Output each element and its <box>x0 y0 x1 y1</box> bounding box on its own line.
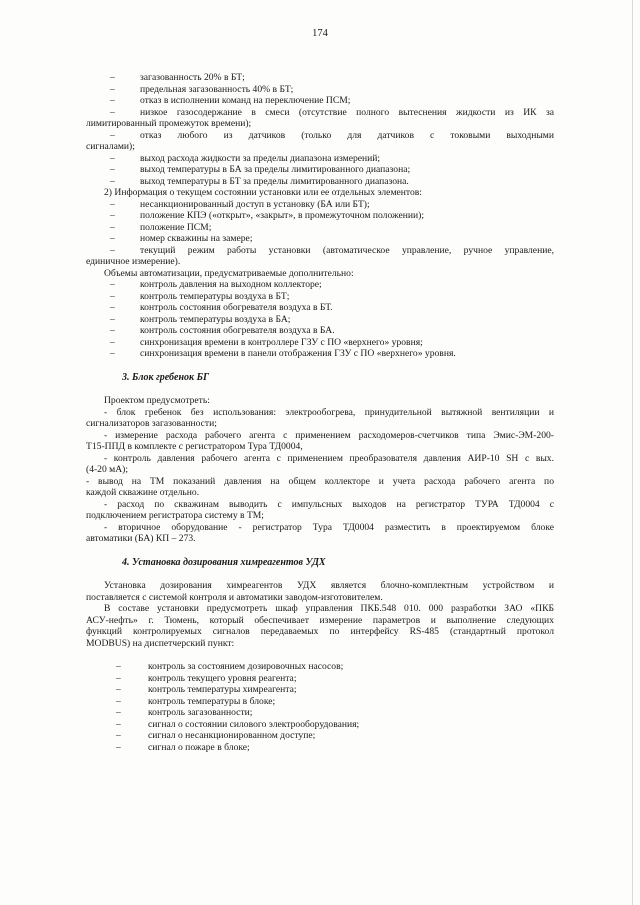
dash-bullet: – <box>116 672 121 684</box>
list-item: – низкое газосодержание в смеси (отсутствие полного вытеснения жидкости из ИК за <box>110 106 554 118</box>
list-item: – выход температуры в БА за пределы лимитированного диапазона; <box>110 164 411 175</box>
list-item: – синхронизация времени в контроллере ГЗУ с ПО «верхнего» уровня; <box>110 336 423 348</box>
dash-bullet: – <box>110 348 115 359</box>
dash-bullet: – <box>110 210 115 221</box>
section-3-paragraph: - измерение расхода рабочего агента с применением расходомеров-счетчиков типа Эмис-ЭМ-200- <box>104 429 554 441</box>
dash-bullet: – <box>110 244 115 256</box>
list-item-continuation: лимитированный промежуток времени); <box>86 118 252 129</box>
dash-bullet: – <box>116 718 121 730</box>
extra-heading: Объемы автоматизации, предусматриваемые дополнительно: <box>104 267 354 279</box>
section-3-paragraph-continuation: каждой скважине отдельно. <box>86 487 200 498</box>
dash-bullet: – <box>110 129 115 141</box>
dash-bullet: – <box>110 325 115 336</box>
dash-bullet: – <box>110 198 115 210</box>
list-item: – отказ в исполнении команд на переключение ПСМ; <box>110 95 351 106</box>
list-item: – отказ любого из датчиков (только для датчиков с токовыми выходными <box>110 129 554 141</box>
section-3-paragraph: - вторичное оборудование - регистратор Тура ТД0004 разместить в проектируемом блоке <box>104 521 554 533</box>
list-item-continuation: единичное измерение). <box>86 256 181 267</box>
section-3-intro: Проектом предусмотреть: <box>104 395 210 406</box>
dash-bullet: – <box>110 106 115 118</box>
section-4-paragraph-continuation: функций контролируемых сигналов передаваемых по интерфейсу RS-485 (стандартный протокол <box>86 626 554 637</box>
list-item: – контроль давления на выходном коллекторе; <box>110 279 322 290</box>
section-3-paragraph-continuation: автоматики (БА) КП – 273. <box>86 533 196 544</box>
section-4-title: 4. Установка дозирования химреагентов УДХ <box>122 556 326 568</box>
list-item: – контроль состояния обогревателя воздуха в БТ. <box>110 302 333 313</box>
dash-bullet: – <box>116 695 121 707</box>
section-4-paragraph: Установка дозирования химреагентов УДХ является блочно-комплектным устройством и <box>104 580 554 591</box>
section-3-paragraph: - вывод на ТМ показаний давления на общем коллекторе и учета расхода рабочего агента по <box>86 475 554 487</box>
dash-bullet: – <box>110 290 115 302</box>
list-item: – сигнал о состоянии силового электрооборудования; <box>116 718 360 730</box>
list-item: – контроль температуры в блоке; <box>116 695 276 707</box>
scan-edge <box>632 0 633 905</box>
list-item: – контроль температуры химреагента; <box>116 684 297 695</box>
list-item: – положение ПСМ; <box>110 221 212 233</box>
dash-bullet: – <box>110 175 115 187</box>
list-item: – контроль загазованности; <box>116 707 253 718</box>
list-item: – контроль температуры воздуха в БТ; <box>110 290 290 302</box>
list-item: – предельная загазованность 40% в БТ; <box>110 83 294 95</box>
list-item: – контроль температуры воздуха в БА; <box>110 313 291 325</box>
section-3-paragraph-continuation: подключением регистратора систему в ТМ; <box>86 510 264 521</box>
section-3-paragraph: - контроль давления рабочего агента с применением преобразователя давления АИР-10 SH с вых. <box>104 452 554 464</box>
section-3-title: 3. Блок гребенок БГ <box>122 371 209 383</box>
dash-bullet: – <box>110 313 115 325</box>
list-item: – выход расхода жидкости за пределы диапазона измерений; <box>110 152 381 164</box>
dash-bullet: – <box>110 152 115 164</box>
section-4-paragraph-continuation: поставляется с системой контроля и автоматики заводом-изготовителем. <box>86 591 383 603</box>
section-4-paragraph-continuation: АСУ-нефть» г. Тюмень, который обеспечивает измерение параметров и выполнение следующих <box>86 614 554 626</box>
dash-bullet: – <box>110 72 115 83</box>
info-heading: 2) Информация о текущем состоянии установки или ее отдельных элементов: <box>104 187 422 198</box>
list-item: – номер скважины на замере; <box>110 233 253 244</box>
list-item-continuation: сигналами); <box>86 141 135 152</box>
list-item: – сигнал о пожаре в блоке; <box>116 741 250 753</box>
list-item: – несанкционированный доступ в установку (БА или БТ); <box>110 198 370 210</box>
list-item: – выход температуры в БТ за пределы лимитированного диапазона. <box>110 175 409 187</box>
dash-bullet: – <box>110 336 115 348</box>
section-3-paragraph-continuation: (4-20 мА); <box>86 464 129 475</box>
list-item: – загазованность 20% в БТ; <box>110 72 245 83</box>
section-4-paragraph-continuation: MODBUS) на диспетчерский пункт: <box>86 637 235 649</box>
dash-bullet: – <box>116 730 121 741</box>
dash-bullet: – <box>110 302 115 313</box>
list-item: – контроль состояния обогревателя воздуха в БА. <box>110 325 335 336</box>
dash-bullet: – <box>110 83 115 95</box>
dash-bullet: – <box>110 221 115 233</box>
dash-bullet: – <box>116 684 121 695</box>
list-item: – синхронизация времени в панели отображения ГЗУ с ПО «верхнего» уровня. <box>110 348 456 359</box>
list-item: – сигнал о несанкционированном доступе; <box>116 730 316 741</box>
dash-bullet: – <box>110 279 115 290</box>
page-number: 174 <box>312 28 328 39</box>
dash-bullet: – <box>116 707 121 718</box>
dash-bullet: – <box>110 164 115 175</box>
section-3-paragraph-continuation: сигнализаторов загазованности; <box>86 418 217 429</box>
section-3-paragraph-continuation: Т15-ППД в комплекте с регистратором Тура ТД0004, <box>86 441 303 452</box>
dash-bullet: – <box>110 95 115 106</box>
list-item: – контроль за состоянием дозировочных насосов; <box>116 661 344 672</box>
dash-bullet: – <box>116 661 121 672</box>
section-3-paragraph: - расход по скважинам выводить с импульсных выходов на регистратор ТУРА ТД0004 с <box>104 498 554 510</box>
section-4-paragraph: В составе установки предусмотреть шкаф управления ПКБ.548 010. 000 разработки ЗАО «ПКБ <box>104 603 554 614</box>
section-3-paragraph: - блок гребенок без использования: электрообогрева, принудительной вытяжной вентиляции и <box>104 406 554 418</box>
list-item: – положение КПЭ («открыт», «закрыт», в промежуточном положении); <box>110 210 425 221</box>
dash-bullet: – <box>116 741 121 753</box>
page-body <box>86 72 554 753</box>
list-item: – текущий режим работы установки (автоматическое управление, ручное управление, <box>110 244 554 256</box>
list-item: – контроль текущего уровня реагента; <box>116 672 297 684</box>
dash-bullet: – <box>110 233 115 244</box>
